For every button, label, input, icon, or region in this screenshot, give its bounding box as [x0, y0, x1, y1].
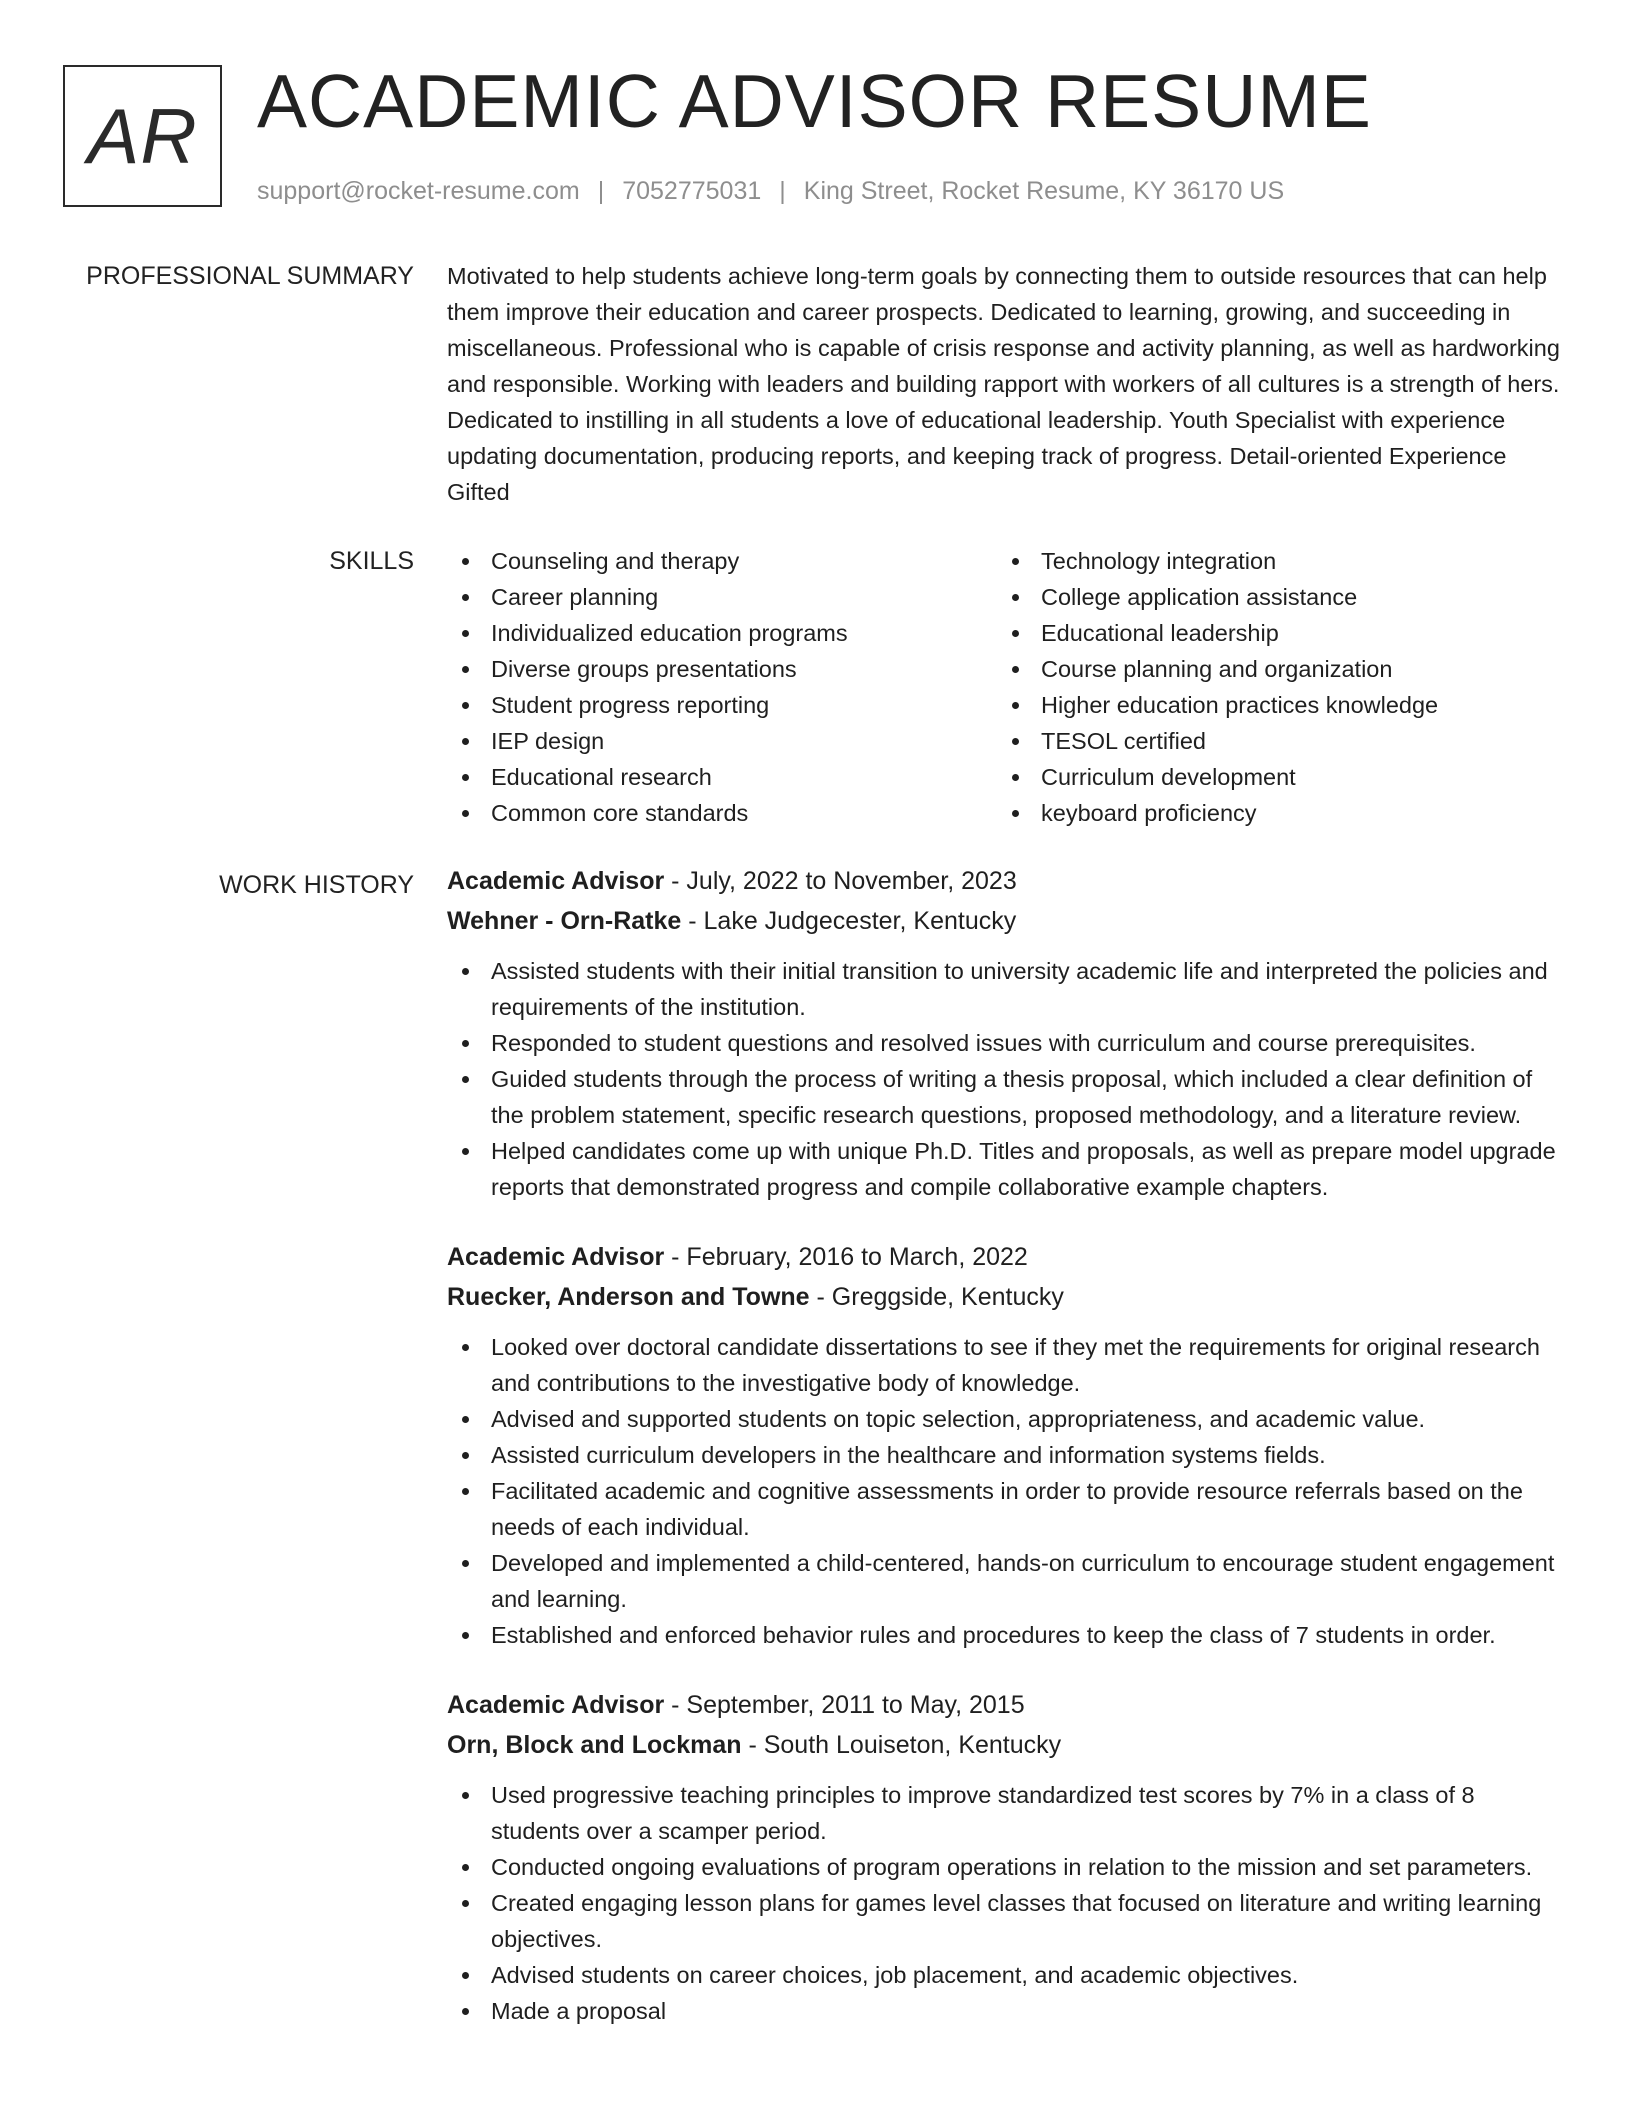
- skill-item: Higher education practices knowledge: [997, 687, 1547, 723]
- contact-separator: |: [779, 177, 786, 205]
- job-title-line: [447, 861, 1567, 901]
- monogram-initials: AR: [87, 91, 198, 180]
- contact-separator: |: [597, 177, 605, 205]
- contact-email: support@rocket-resume.com: [257, 177, 580, 205]
- monogram-logo: [63, 65, 222, 207]
- job-bullet: Created engaging lesson plans for games level classes that focused on literature and writing learning objectives.: [447, 1885, 1567, 1957]
- job-dates: - July, 2022 to November, 2023: [664, 867, 1017, 895]
- job-title: Academic Advisor: [447, 1691, 665, 1719]
- skill-item: Student progress reporting: [447, 687, 997, 723]
- job-bullet-list: [447, 1329, 1567, 1653]
- job-bullet-list: [447, 953, 1567, 1205]
- summary-body: [447, 258, 1567, 510]
- skill-item: College application assistance: [997, 579, 1547, 615]
- skill-item: Technology integration: [997, 543, 1547, 579]
- section-label-work-history: WORK HISTORY: [219, 871, 414, 899]
- section-label-skills: SKILLS: [329, 547, 414, 575]
- job-bullet: Conducted ongoing evaluations of program operations in relation to the mission and set parameters.: [447, 1849, 1567, 1885]
- section-label-professional-summary: PROFESSIONAL SUMMARY: [86, 262, 414, 290]
- job-bullet: Established and enforced behavior rules and procedures to keep the class of 7 students in order.: [447, 1617, 1567, 1653]
- job-title-line: [447, 1237, 1567, 1277]
- job-company-line: [447, 1277, 1567, 1317]
- contact-line: [257, 174, 1284, 208]
- job-company-line: [447, 1725, 1567, 1765]
- job-bullet: Assisted students with their initial transition to university academic life and interpreted the policies and requirements of the institution.: [447, 953, 1567, 1025]
- skill-item: Diverse groups presentations: [447, 651, 997, 687]
- contact-address: King Street, Rocket Resume, KY 36170 US: [803, 177, 1285, 205]
- job-bullet: Advised students on career choices, job placement, and academic objectives.: [447, 1957, 1567, 1993]
- job-title: Academic Advisor: [447, 867, 665, 895]
- skill-item: IEP design: [447, 723, 997, 759]
- job-title: Academic Advisor: [447, 1243, 665, 1271]
- job-entry: [447, 1237, 1567, 1653]
- job-bullet-list: [447, 1777, 1567, 2029]
- skill-item: Educational leadership: [997, 615, 1547, 651]
- job-bullet: Used progressive teaching principles to improve standardized test scores by 7% in a class of 8 students over a scamper period.: [447, 1777, 1567, 1849]
- job-company: Ruecker, Anderson and Towne: [447, 1283, 810, 1311]
- job-company-line: [447, 901, 1567, 941]
- job-company: Orn, Block and Lockman: [447, 1731, 742, 1759]
- skill-item: keyboard proficiency: [997, 795, 1547, 831]
- skills-grid: [447, 543, 1567, 831]
- job-bullet: Responded to student questions and resolved issues with curriculum and course prerequisites.: [447, 1025, 1567, 1061]
- job-bullet: Helped candidates come up with unique Ph.D. Titles and proposals, as well as prepare model upgrade reports that demonstrated progress and compile collaborative example chapters.: [447, 1133, 1567, 1205]
- job-entry: [447, 1685, 1567, 2029]
- job-title-line: [447, 1685, 1567, 1725]
- job-bullet: Guided students through the process of writing a thesis proposal, which included a clear definition of the problem statement, specific research questions, proposed methodology, and a literature review.: [447, 1061, 1567, 1133]
- job-bullet: Developed and implemented a child-centered, hands-on curriculum to encourage student engagement and learning.: [447, 1545, 1567, 1617]
- job-bullet: Made a proposal: [447, 1993, 1567, 2029]
- skills-list-right: [997, 543, 1547, 831]
- job-bullet: Facilitated academic and cognitive assessments in order to provide resource referrals based on the needs of each individual.: [447, 1473, 1567, 1545]
- skill-item: Course planning and organization: [997, 651, 1547, 687]
- skill-item: Common core standards: [447, 795, 997, 831]
- summary-text: Motivated to help students achieve long-term goals by connecting them to outside resources that can help them improve their education and career prospects. Dedicated to learning, growing, and succeeding in miscellaneous. Professional who is capable of crisis response and activity planning, as well as hardworking and responsible. Working with leaders and building rapport with workers of all cultures is a strength of hers. Dedicated to instilling in all students a love of educational leadership. Youth Specialist with experience updating documentation, producing reports, and keeping track of progress. Detail-oriented Experience Gifted: [447, 263, 1560, 505]
- job-dates: - September, 2011 to May, 2015: [664, 1691, 1025, 1719]
- job-location: - South Louiseton, Kentucky: [741, 1731, 1062, 1759]
- job-bullet: Advised and supported students on topic selection, appropriateness, and academic value.: [447, 1401, 1567, 1437]
- job-company: Wehner - Orn-Ratke: [447, 907, 682, 935]
- job-dates: - February, 2016 to March, 2022: [664, 1243, 1028, 1271]
- skill-item: Counseling and therapy: [447, 543, 997, 579]
- skills-list-left: [447, 543, 997, 831]
- job-entry: [447, 861, 1567, 1205]
- skill-item: Curriculum development: [997, 759, 1547, 795]
- skill-item: Career planning: [447, 579, 997, 615]
- skill-item: Individualized education programs: [447, 615, 997, 651]
- work-history-body: [447, 861, 1567, 2061]
- job-bullet: Assisted curriculum developers in the healthcare and information systems fields.: [447, 1437, 1567, 1473]
- job-location: - Greggside, Kentucky: [809, 1283, 1064, 1311]
- resume-title: ACADEMIC ADVISOR RESUME: [257, 59, 1372, 143]
- contact-phone: 7052775031: [622, 177, 762, 205]
- job-location: - Lake Judgecester, Kentucky: [681, 907, 1017, 935]
- job-bullet: Looked over doctoral candidate dissertations to see if they met the requirements for original research and contributions to the investigative body of knowledge.: [447, 1329, 1567, 1401]
- skill-item: Educational research: [447, 759, 997, 795]
- skill-item: TESOL certified: [997, 723, 1547, 759]
